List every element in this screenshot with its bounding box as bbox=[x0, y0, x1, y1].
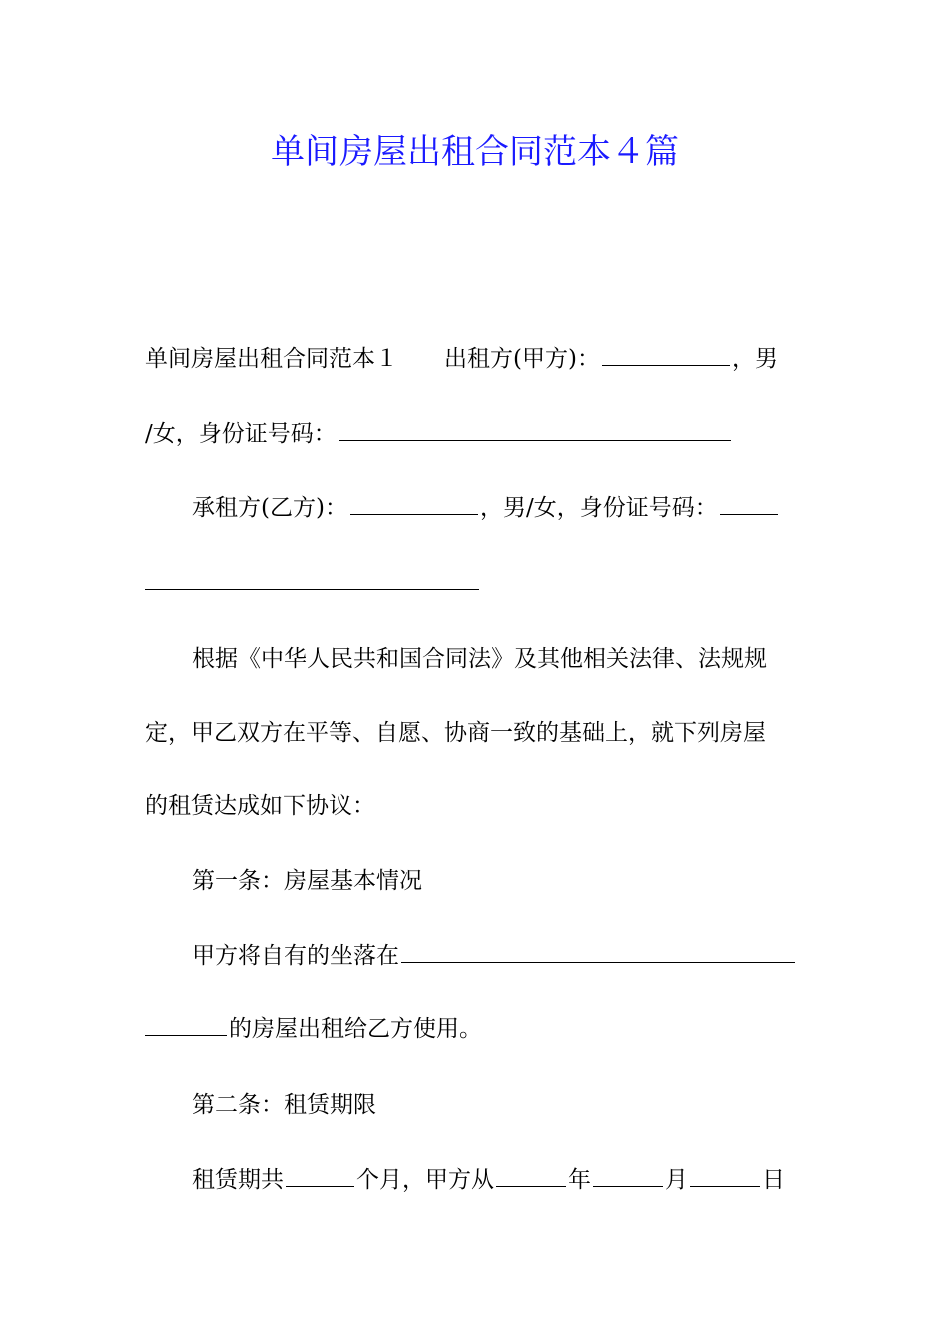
day-blank bbox=[690, 1164, 760, 1187]
paragraph-line-3 bbox=[192, 490, 780, 526]
paragraph-line-9 bbox=[192, 938, 797, 974]
section-heading-1: 单间房屋出租合同范本１ bbox=[145, 346, 398, 372]
paragraph-line-10 bbox=[145, 1011, 482, 1047]
paragraph-line-1 bbox=[145, 341, 778, 377]
id-label: /女，身份证号码： bbox=[145, 421, 337, 447]
from-label: 个月，甲方从 bbox=[356, 1167, 494, 1193]
day-label: 日 bbox=[762, 1167, 785, 1193]
article-1-heading: 第一条：房屋基本情况 bbox=[192, 868, 422, 894]
lessee-id-blank-end bbox=[145, 567, 479, 590]
months-blank bbox=[286, 1164, 354, 1187]
paragraph-line-12 bbox=[192, 1162, 785, 1198]
gender-text: ，男 bbox=[731, 346, 778, 372]
lessee-label: 承租方(乙方)： bbox=[192, 495, 348, 521]
lease-term-label: 租赁期共 bbox=[192, 1167, 284, 1193]
location-blank bbox=[401, 940, 795, 963]
lessee-id-blank-start bbox=[720, 492, 778, 515]
month-label: 月 bbox=[665, 1167, 688, 1193]
paragraph-line-2 bbox=[145, 416, 733, 452]
article-2-heading: 第二条：租赁期限 bbox=[192, 1092, 376, 1118]
year-blank bbox=[496, 1164, 566, 1187]
lessor-name-blank bbox=[602, 343, 730, 366]
lessor-id-blank bbox=[339, 418, 731, 441]
lessee-name-blank bbox=[350, 492, 478, 515]
lessor-label: 出租方(甲方)： bbox=[444, 346, 600, 372]
paragraph-line-4 bbox=[145, 565, 481, 601]
month-blank bbox=[593, 1164, 663, 1187]
paragraph-line-5: 根据《中华人民共和国合同法》及其他相关法律、法规规 bbox=[192, 646, 767, 672]
lease-use-text: 的房屋出租给乙方使用。 bbox=[229, 1016, 482, 1042]
year-label: 年 bbox=[568, 1167, 591, 1193]
paragraph-line-6: 定，甲乙双方在平等、自愿、协商一致的基础上，就下列房屋 bbox=[145, 720, 766, 746]
paragraph-line-7: 的租赁达成如下协议： bbox=[145, 793, 375, 819]
lessee-id-label: ，男/女，身份证号码： bbox=[479, 495, 718, 521]
location-label: 甲方将自有的坐落在 bbox=[192, 943, 399, 969]
document-title: 单间房屋出租合同范本４篇 bbox=[271, 132, 679, 172]
location-blank-end bbox=[145, 1013, 227, 1036]
